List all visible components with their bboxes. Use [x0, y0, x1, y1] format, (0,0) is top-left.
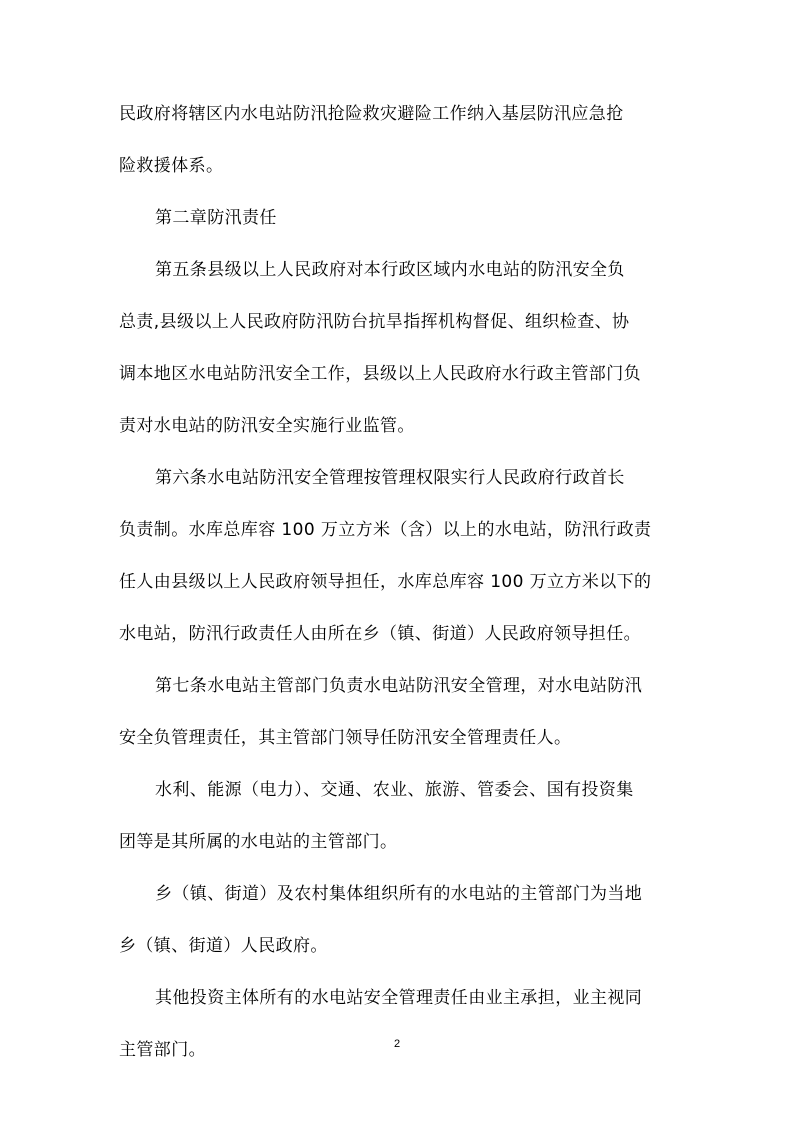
- text-line: 责对水电站的防汛安全实施行业监管。: [119, 416, 415, 436]
- text-line: 第五条县级以上人民政府对本行政区域内水电站的防汛安全负: [155, 260, 625, 280]
- text-line: 负责制。水库总库容 100 万立方米（含）以上的水电站，防汛行政责: [119, 520, 652, 540]
- text-line: 其他投资主体所有的水电站安全管理责任由业主承担，业主视同: [155, 988, 643, 1008]
- text-line: 险救援体系。: [119, 156, 224, 176]
- text-line: 乡（镇、街道）及农村集体组织所有的水电站的主管部门为当地: [155, 884, 643, 904]
- text-line: 第六条水电站防汛安全管理按管理权限实行人民政府行政首长: [155, 468, 625, 488]
- text-line: 总责,县级以上人民政府防汛防台抗旱指挥机构督促、组织检查、协: [119, 312, 630, 332]
- text-line: 任人由县级以上人民政府领导担任，水库总库容 100 万立方米以下的: [119, 572, 652, 592]
- text-line: 民政府将辖区内水电站防汛抢险救灾避险工作纳入基层防汛应急抢: [119, 104, 624, 124]
- text-line: 第七条水电站主管部门负责水电站防汛安全管理，对水电站防汛: [155, 676, 643, 696]
- chapter-heading: 第二章防汛责任: [155, 208, 277, 228]
- document-body: [119, 88, 679, 1076]
- text-line: 安全负管理责任，其主管部门领导任防汛安全管理责任人。: [119, 728, 572, 748]
- text-line: 主管部门。: [119, 1040, 206, 1060]
- page-number: 2: [393, 1038, 401, 1050]
- text-line: 水电站，防汛行政责任人由所在乡（镇、街道）人民政府领导担任。: [119, 624, 641, 644]
- text-line: 调本地区水电站防汛安全工作，县级以上人民政府水行政主管部门负: [119, 364, 641, 384]
- text-line: 乡（镇、街道）人民政府。: [119, 936, 328, 956]
- text-line: 水利、能源（电力）、交通、农业、旅游、管委会、国有投资集: [155, 780, 634, 800]
- text-line: 团等是其所属的水电站的主管部门。: [119, 832, 398, 852]
